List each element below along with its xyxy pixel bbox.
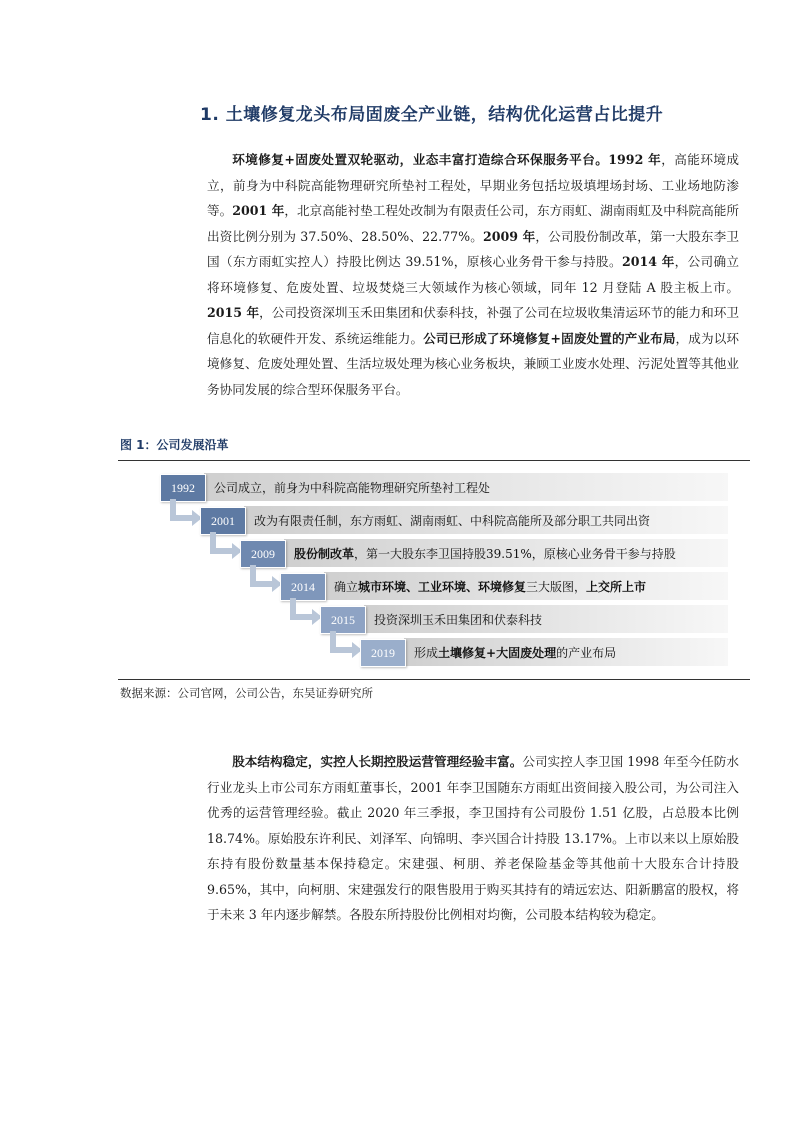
timeline-year-badge: 1992 bbox=[160, 474, 206, 502]
timeline-row bbox=[244, 506, 728, 534]
timeline-year-badge: 2009 bbox=[240, 540, 286, 568]
para1-lead: 环境修复+固废处置双轮驱动，业态丰富打造综合环保服务平台。 bbox=[232, 152, 609, 167]
year-2009: 2009 年 bbox=[483, 228, 536, 244]
para1-text-5: ，公司投资深圳玉禾田集团和伏泰科技，补强了公司在垃圾收集清运环节的能力和环卫信息化的软硬件开发、系统运维能力。 bbox=[207, 305, 740, 346]
para1-text-6: ，成为以环境修复、危废处理处置、生活垃圾处理为核心业务板块，兼顾工业废水处理、污泥处置等其他业务协同发展的综合型环保服务平台。 bbox=[207, 330, 740, 397]
timeline-row bbox=[324, 572, 728, 600]
figure-bottom-rule bbox=[118, 679, 750, 680]
figure-label: 图 1：公司发展沿革 bbox=[120, 438, 229, 452]
para1-bold-2: 公司已形成了环境修复+固废处置的产业布局 bbox=[423, 330, 676, 346]
timeline-text bbox=[364, 611, 542, 628]
timeline-text bbox=[324, 578, 646, 595]
timeline-row bbox=[204, 473, 728, 501]
para1-text-2: ，北京高能衬垫工程处改制为有限责任公司，东方雨虹、湖南雨虹及中科院高能所出资比例分别为 37.50%、28.50%、22.77%。 bbox=[207, 203, 740, 244]
timeline-text bbox=[284, 545, 676, 562]
para2-lead: 股本结构稳定，实控人长期控股运营管理经验丰富。 bbox=[232, 754, 523, 769]
timeline-text-pre: 公司成立，前身为中科院高能物理研究所垫衬工程处 bbox=[214, 480, 491, 495]
timeline-text-pre: 改为有限责任制，东方雨虹、湖南雨虹、中科院高能所及部分职工共同出资 bbox=[254, 513, 651, 528]
timeline-text-bold: 土壤修复+大固废处理 bbox=[438, 645, 557, 660]
timeline-text-bold: 城市环境、工业环境、环境修复 bbox=[358, 579, 527, 594]
timeline-row bbox=[404, 638, 728, 666]
intro-paragraph bbox=[207, 147, 739, 402]
timeline-year-badge: 2014 bbox=[280, 573, 326, 601]
timeline-text bbox=[244, 512, 650, 529]
timeline-text-pre: 形成 bbox=[414, 645, 439, 660]
year-2001: 2001 年 bbox=[232, 203, 285, 218]
para1-text-3: ，公司股份制改革，第一大股东李卫国（东方雨虹实控人）持股比例达 39.51%，原核心业务骨干参与持股。 bbox=[207, 228, 739, 269]
year-2014: 2014 年 bbox=[621, 254, 675, 269]
timeline-year-badge: 2015 bbox=[320, 606, 366, 634]
timeline-year-badge: 2019 bbox=[360, 639, 406, 667]
year-2015: 2015 年 bbox=[207, 305, 260, 320]
timeline-text-bold2: 上交所上市 bbox=[586, 579, 647, 594]
para2-text: 公司实控人李卫国 1998 年至今任防水行业龙头上市公司东方雨虹董事长，2001 年李卫国随东方雨虹出资间接入股公司，为公司注入优秀的运营管理经验。截止 2020 年三季报，李卫国持有公司股份 1.51 亿股，占总股本比例 18.74%。原始股东许利民、刘泽军、向锦明、李兴国合计持股 13.17%。上市以来以上原始股东持有股份数量基本保持稳定。宋建强、柯朋、养老保险基金等其他前十大股东合计持股 9.65%，其中，向柯朋、宋建强发行的限售股用于购买其持有的靖远宏达、阳新鹏富的股权，将于未来 3 年内逐步解禁。各股东所持股份比例相对均衡，公司股本结构较为稳定。 bbox=[207, 754, 740, 922]
figure-top-rule bbox=[118, 460, 750, 461]
timeline-text-post: ，第一大股东李卫国持股39.51%，原核心业务骨干参与持股 bbox=[354, 546, 676, 561]
timeline-text bbox=[404, 644, 616, 661]
timeline-text-bold: 股份制改革 bbox=[294, 546, 355, 561]
timeline-row bbox=[284, 539, 728, 567]
shareholder-paragraph bbox=[207, 749, 739, 928]
para1-text-1: ，高能环境成立，前身为中科院高能物理研究所垫衬工程处，早期业务包括垃圾填埋场封场、工业场地防渗等。 bbox=[207, 152, 739, 218]
figure-source: 数据来源：公司官网，公司公告，东吴证券研究所 bbox=[120, 686, 373, 700]
timeline-text-post: 的产业布局 bbox=[556, 645, 617, 660]
timeline-text-pre: 确立 bbox=[334, 579, 359, 594]
para1-text-4: ，公司确立将环境修复、危废处置、垃圾焚烧三大领域作为核心领域，同年 12 月登陆 A 股主板上市。 bbox=[207, 254, 739, 295]
year-1992: 1992 年 bbox=[608, 152, 662, 167]
timeline-text bbox=[204, 479, 490, 496]
timeline-text-pre: 投资深圳玉禾田集团和伏泰科技 bbox=[374, 612, 543, 627]
timeline-row bbox=[364, 605, 728, 633]
timeline-year-badge: 2001 bbox=[200, 507, 246, 535]
timeline-text-post: 三大版图， bbox=[526, 579, 587, 594]
section-title: 1. 土壤修复龙头布局固废全产业链，结构优化运营占比提升 bbox=[200, 105, 664, 125]
